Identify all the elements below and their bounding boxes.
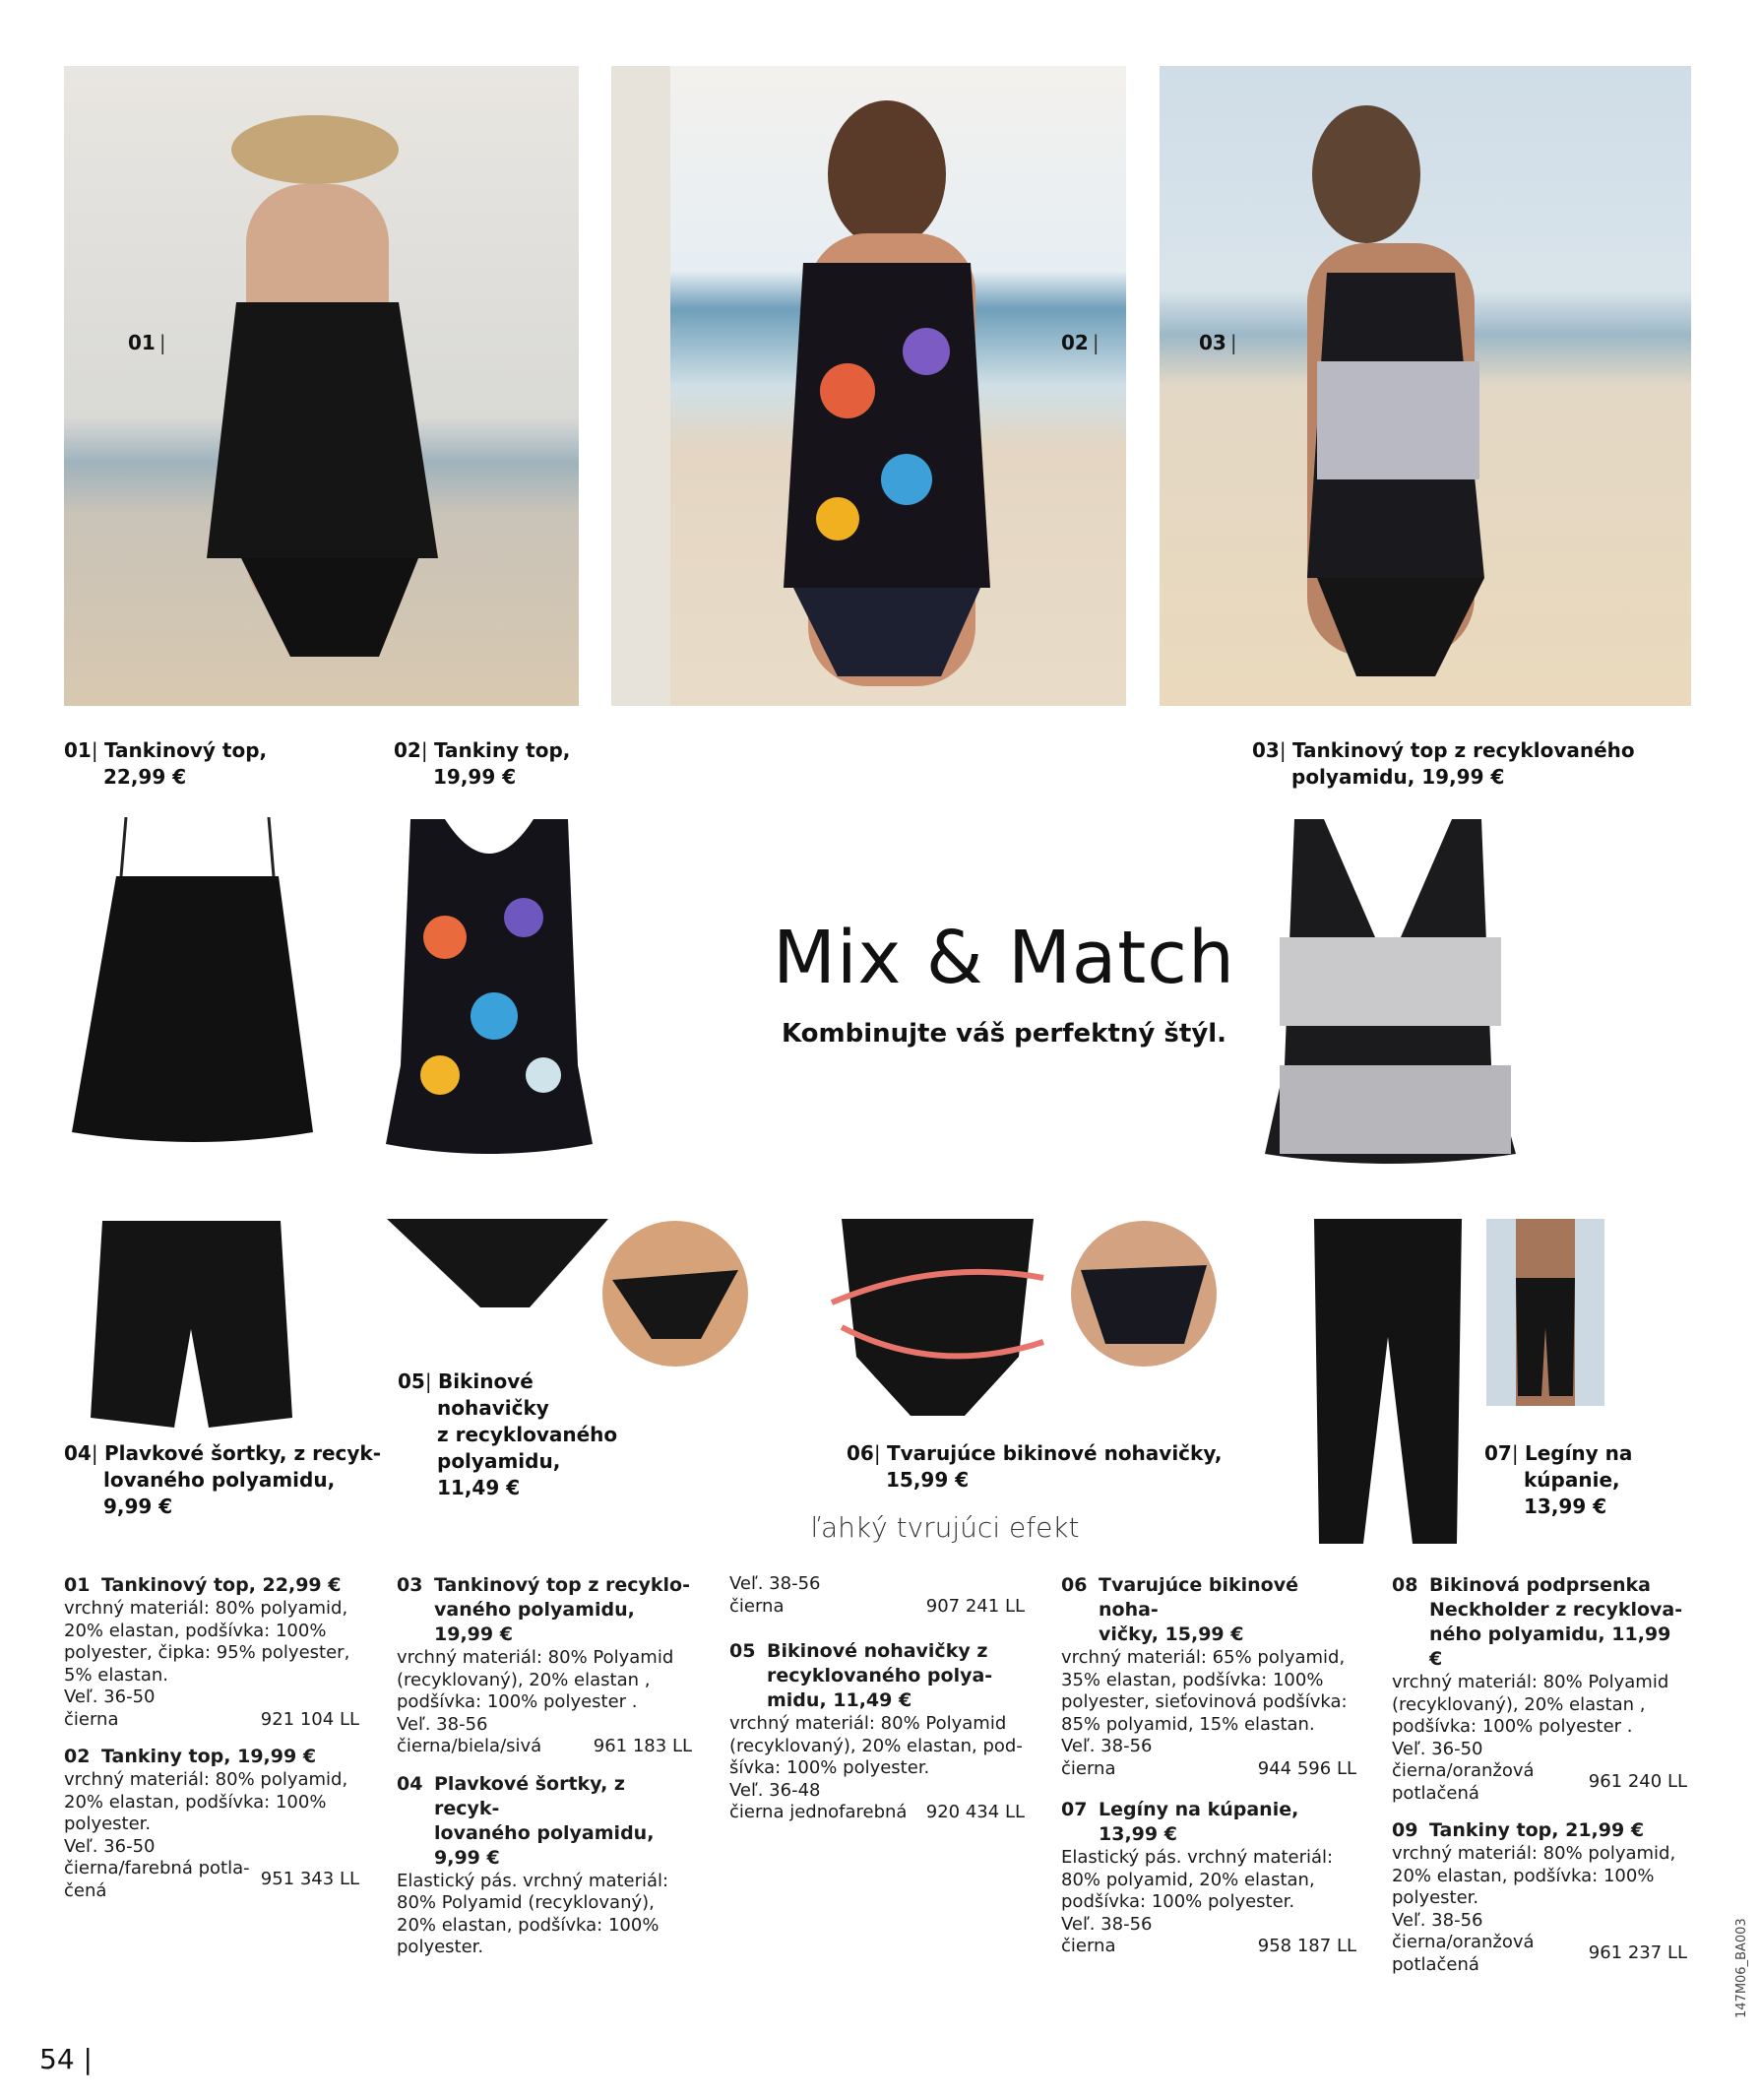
product-tankini-top-floral [386, 819, 593, 1159]
details-column-2 [397, 1573, 692, 1973]
photo-model-01 [64, 66, 579, 706]
headline: Mix & Match [773, 916, 1235, 1000]
photo-tag-02: 02 | [1061, 331, 1100, 354]
details-column-1 [64, 1573, 359, 1916]
caption-07: 07| Legíny na kúpanie, 13,99 € [1484, 1441, 1633, 1518]
detail-entry-06: 06 Tvarujúce bikinové noha- vičky, 15,99 € vrchný materiál: 65% polyamid, 35% elastan, podšívka: 100% polyester, sieťovinová podšívka: 85% polyamid, 15% elastan. Veľ. 38-56 čierna 944 596 LL [1061, 1574, 1356, 1779]
details-column-5 [1392, 1573, 1687, 1990]
detail-entry-04: 04 Plavkové šortky, z recyk- lovaného polyamidu, 9,99 € Elastický pás. vrchný materiál: 80% Polyamid (recyklovaný), 20% elastan, podšívka: 100% polyester. [397, 1772, 669, 1957]
photo-model-02 [611, 66, 1126, 706]
caption-01: 01| Tankinový top, 22,99 € [64, 738, 268, 789]
detail-entry-05: 05 Bikinové nohavičky z recyklovaného polya- midu, 11,49 € vrchný materiál: 80% Polyamid (recyklovaný), 20% elastan, pod- šívka: 100% polyester. Veľ. 36-48 čierna jednofarebná 920 434 LL [729, 1640, 1025, 1822]
product-swim-shorts [91, 1221, 292, 1432]
product-bikini-bottom [387, 1219, 608, 1312]
detail-entry-02: 02 Tankiny top, 19,99 € vrchný materiál: 80% polyamid, 20% elastan, podšívka: 100% polyester. Veľ. 36-50 čierna/farebná potla- čená 951 343 LL [64, 1746, 359, 1901]
photo-model-03 [1160, 66, 1691, 706]
details-column-4 [1061, 1573, 1356, 1972]
product-shaping-bottom [822, 1219, 1053, 1421]
detail-entry-07: 07 Legíny na kúpanie, 13,99 € Elastický pás. vrchný materiál: 80% polyamid, 20% elastan, podšívka: 100% polyester. Veľ. 38-56 čierna 958 187 LL [1061, 1799, 1356, 1956]
vertical-code: 147M06_BA003 [1734, 1918, 1749, 2018]
detail-entry-03: 03 Tankinový top z recyklo- vaného polyamidu, 19,99 € vrchný materiál: 80% Polyamid (recyklovaný), 20% elastan , podšívka: 100% polyester . Veľ. 38-56 čierna/biela/sivá 961 183 LL [397, 1574, 692, 1756]
details-column-3 [729, 1573, 1025, 1838]
product-tankini-top-black [67, 817, 318, 1152]
product-bikini-bottom-detail [602, 1221, 748, 1367]
detail-entry-04-cont: Veľ. 38-56 čierna 907 241 LL [729, 1573, 1025, 1617]
caption-05: 05| Bikinové nohavičky z recyklovaného polyamidu, 11,49 € [398, 1369, 618, 1499]
photo-tag-03: 03 | [1199, 331, 1237, 354]
page-number: 54 | [39, 2043, 93, 2075]
detail-entry-01: 01 Tankinový top, 22,99 € vrchný materiál: 80% polyamid, 20% elastan, podšívka: 100% polyester, čipka: 95% polyester, 5% elastan. Veľ. 36-50 čierna 921 104 LL [64, 1574, 359, 1730]
caption-03: 03| Tankinový top z recyklovaného polyamidu, 19,99 € [1252, 738, 1635, 789]
detail-entry-09: 09 Tankiny top, 21,99 € vrchný materiál: 80% polyamid, 20% elastan, podšívka: 100% polyester. Veľ. 38-56 čierna/oranžová potlačená 961 237 LL [1392, 1819, 1687, 1975]
effect-label: ľahký tvrujúci efekt [810, 1511, 1080, 1544]
caption-04: 04| Plavkové šortky, z recyk- lovaného polyamidu, 9,99 € [64, 1441, 382, 1518]
product-swim-leggings [1309, 1219, 1467, 1544]
product-swim-leggings-model [1486, 1219, 1604, 1406]
detail-entry-08: 08 Bikinová podprsenka Neckholder z recyklova- ného polyamidu, 11,99 € vrchný materiál: 80% Polyamid (recyklovaný), 20% elastan , podšívka: 100% polyester . Veľ. 36-50 čierna/oranžová potlačená 961 240 LL [1392, 1574, 1687, 1804]
photo-tag-01: 01 | [128, 331, 166, 354]
product-shaping-bottom-detail [1071, 1221, 1217, 1367]
caption-02: 02| Tankiny top, 19,99 € [394, 738, 571, 789]
caption-06: 06| Tvarujúce bikinové nohavičky, 15,99 € [847, 1441, 1223, 1492]
subheadline: Kombinujte váš perfektný štýl. [781, 1019, 1227, 1049]
